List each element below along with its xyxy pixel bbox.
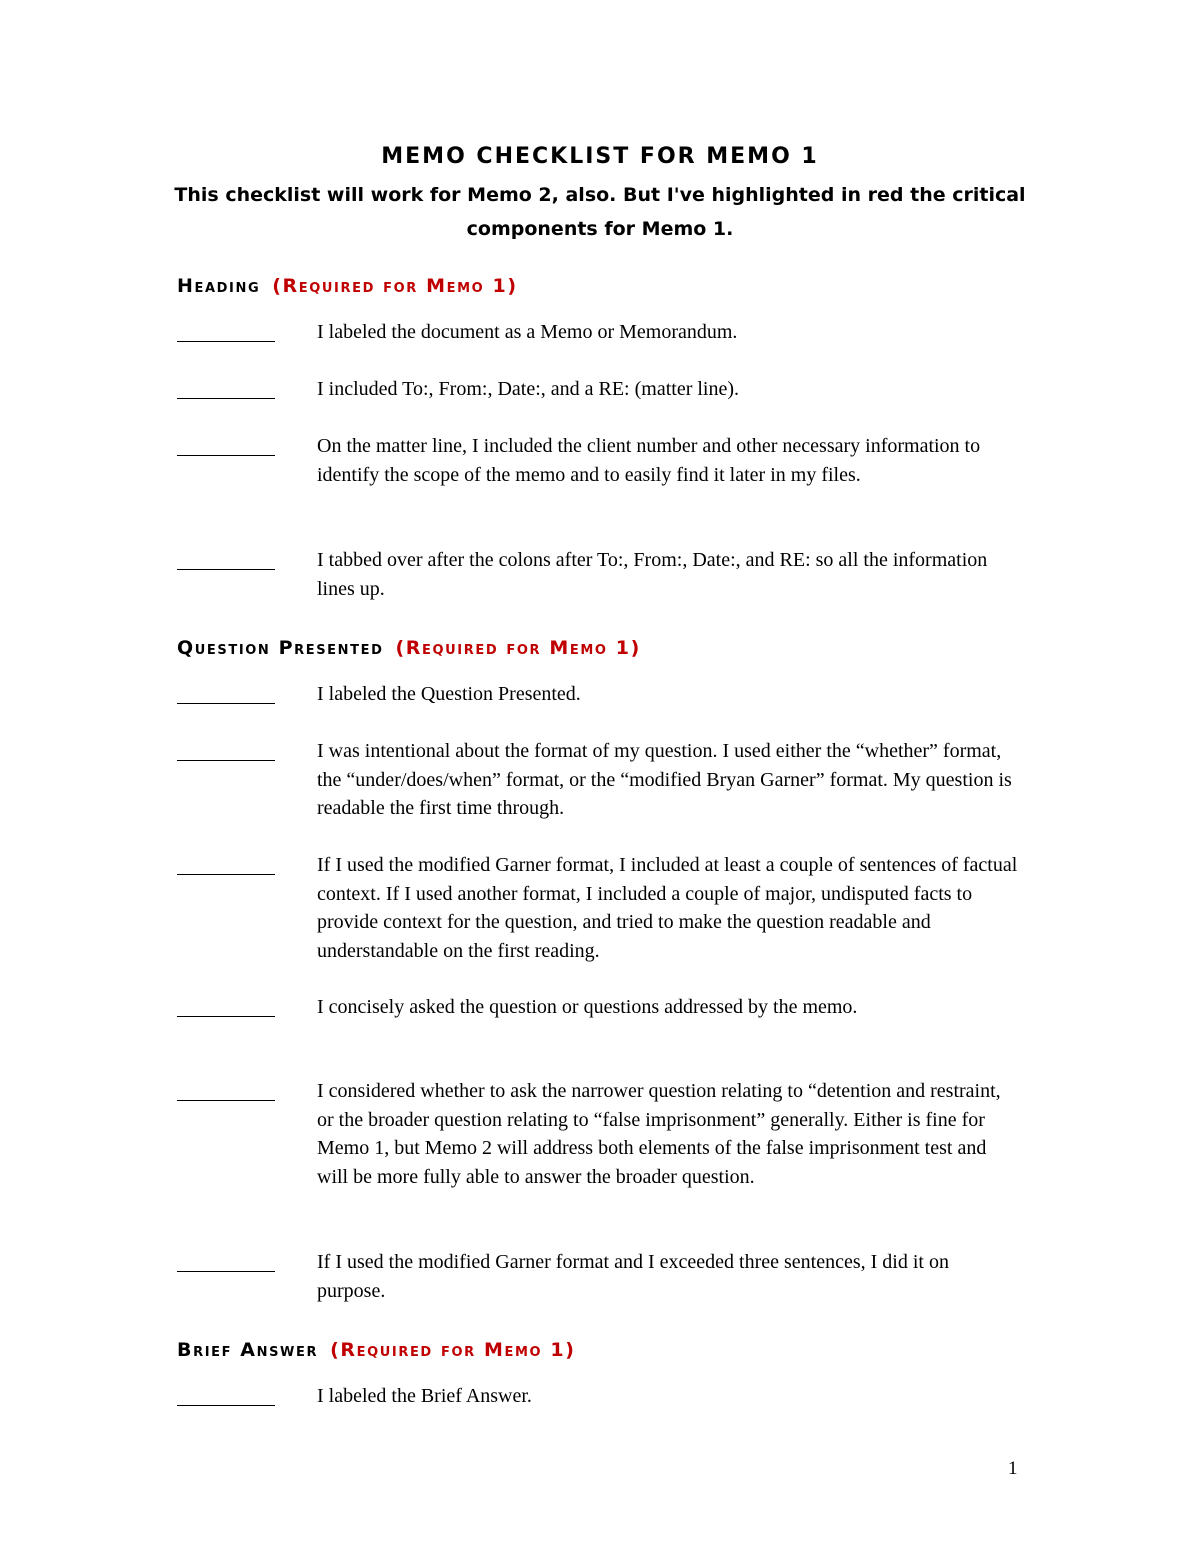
section-heading-heading [177, 275, 518, 297]
check-blank [177, 569, 275, 570]
required-note: (Required for Memo 1) [330, 1339, 576, 1361]
section-title: Brief Answer [177, 1339, 319, 1361]
item-text: If I used the modified Garner format, I included at least a couple of sentences of factual context. If I used another format, I included a couple of major, undisputed facts to provide context for the question, and tried to make the question readable and understandable on the first reading. [317, 854, 1018, 962]
page-number: 1 [1008, 1458, 1018, 1479]
check-blank [177, 703, 275, 704]
item-text: I was intentional about the format of my question. I used either the “whether” format, the “under/does/when” format, or the “modified Bryan Garner” format. My question is readable the first time through. [317, 740, 1012, 819]
item-text: If I used the modified Garner format and I exceeded three sentences, I did it on purpose. [317, 1251, 949, 1302]
check-blank [177, 1271, 275, 1272]
section-heading-question-presented [177, 637, 641, 659]
check-blank [177, 341, 275, 342]
item-text: I concisely asked the question or questions addressed by the memo. [317, 996, 858, 1018]
required-note: (Required for Memo 1) [272, 275, 518, 297]
page-title: MEMO CHECKLIST FOR MEMO 1 [381, 144, 819, 169]
section-heading-brief-answer [177, 1339, 575, 1361]
item-text: I considered whether to ask the narrower question relating to “detention and restraint, or the broader question relating to “false imprisonment” generally. Either is fine for Memo 1, but Memo 2 will address both elements of the false imprisonment test and will be more fully able to answer the broader question. [317, 1080, 1001, 1188]
check-blank [177, 1405, 275, 1406]
page-subtitle: This checklist will work for Memo 2, also. But I've highlighted in red the critical components for Memo 1. [174, 184, 1026, 240]
check-blank [177, 1100, 275, 1101]
check-blank [177, 760, 275, 761]
item-text: I labeled the document as a Memo or Memorandum. [317, 321, 738, 343]
item-text: I included To:, From:, Date:, and a RE: (matter line). [317, 378, 740, 400]
item-text: I tabbed over after the colons after To:, From:, Date:, and RE: so all the information lines up. [317, 549, 988, 600]
check-blank [177, 874, 275, 875]
item-text: I labeled the Brief Answer. [317, 1385, 532, 1407]
check-blank [177, 455, 275, 456]
section-title: Question Presented [177, 637, 384, 659]
item-text: I labeled the Question Presented. [317, 683, 581, 705]
section-title: Heading [177, 275, 261, 297]
required-note: (Required for Memo 1) [395, 637, 641, 659]
check-blank [177, 1016, 275, 1017]
item-text: On the matter line, I included the client number and other necessary information to identify the scope of the memo and to easily find it later in my files. [317, 435, 981, 486]
check-blank [177, 398, 275, 399]
